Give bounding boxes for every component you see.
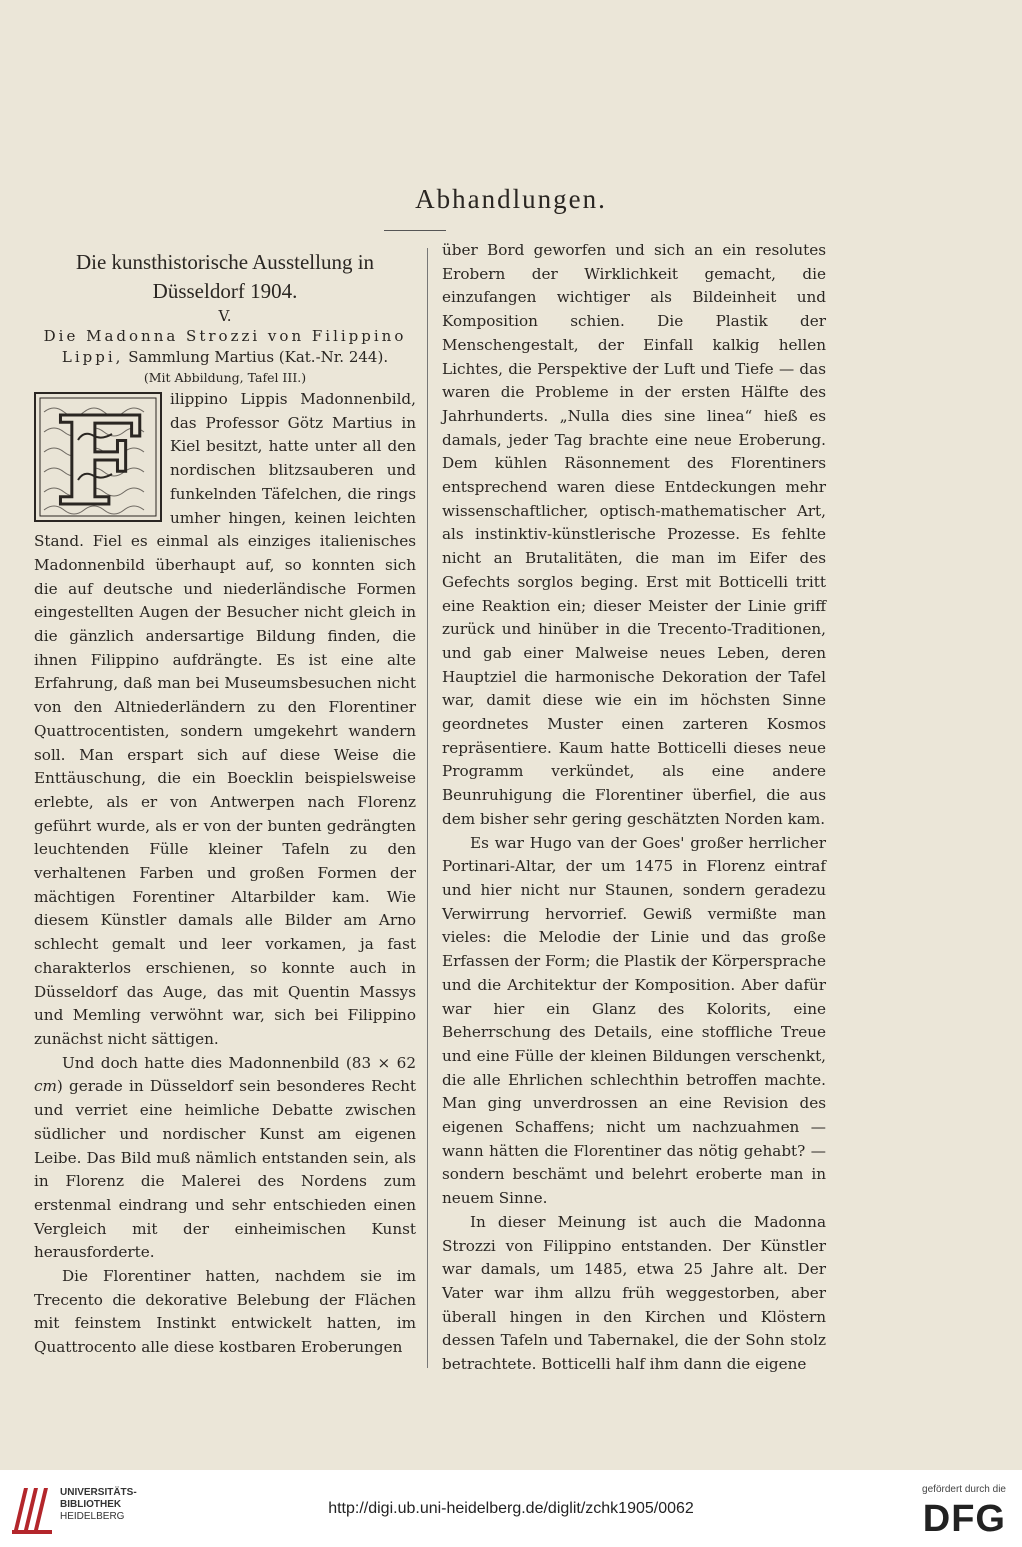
funded-by-label: gefördert durch die — [922, 1484, 1006, 1495]
paragraph-5: Es war Hugo van der Goes' großer herrlicher Portinari-Altar, der um 1475 in Florenz eintraf und hier nicht nur Staunen, sondern geradezu Verwirrung hervorrief. Gewiß vermißte man vieles: die Melodie der Linie und das große Erfassen der Form; die Plastik der Körpersprache und die Architektur der Komposition. Aber dafür war hier ein Glanz des Kolorits, eine Beherrschung des Details, eine stoffliche Treue und eine Fülle der kleinen Bildungen verschenkt, die alle Ehrlichen schlechthin betroffen machte. Man ging unverdrossen an eine Revision des eigenen Schaffens; nicht um nachzuahmen — wann hätten die Florentiner das nötig gehabt? — sondern beschämt und belehrt eroberte man in neuem Sinne. — [442, 833, 826, 1208]
illustration-note: (Mit Abbildung, Tafel III.) — [143, 370, 307, 385]
library-line-2: BIBLIOTHEK — [60, 1499, 122, 1510]
section-title: Abhandlungen. — [415, 184, 607, 214]
subtitle-part-c: Sammlung Martius (Kat.-Nr. 244). — [128, 348, 389, 366]
paragraph-4: über Bord geworfen und sich an ein resolutes Erobern der Wirklichkeit gemacht, die einzufangen wichtiger als Bildeinheit und Komposition schien. Die Plastik der Menschengestalt, der Einfall kalkig hellen Lichtes, die Perspektive der Luft und Tiefe — das waren die Probleme in der ersten Hälfte des Jahrhunderts. „Nulla dies sine linea“ hieß es damals, jeder Tag brachte eine neue Eroberung. Dem kühlen Räsonnement des Florentiners entsprechend waren diese Entdeckungen mehr wissenschaftlicher, optisch-mathematischer Art, als instinktiv-künstlerische Prozesse. Es fehlte nicht an Brutalitäten, die man im Eifer des Gefechts sorglos beging. Erst mit Botticelli tritt eine Reaktion ein; dieser Meister der Linie griff zurück und hinüber in die Trecento-Traditionen, und gab einer Malweise neues Leben, deren Hauptziel die harmonische Dekoration der Tafel war, damit diese wie ein im höchsten Sinne geordnetes Muster einen zarteren Kosmos repräsentiere. Kaum hatte Botticelli dieses neue Programm verkündet, als eine andere Beunruhigung die Florentiner überfiel, die aus dem bisher sehr gering geschätzten Norden kam. — [442, 241, 826, 828]
dfg-logo[interactable]: DFG — [922, 1498, 1006, 1540]
paragraph-1: ilippino Lippis Madonnenbild, das Professor Götz Martius in Kiel besitzt, hatte unter all den nordischen blitzsauberen und funkelnden Täfelchen, die rings umher hingen, keinen leichten Stand. Fiel es einmal als einziges italienisches Madonnenbild überhaupt auf, so konnten sich die auf deutsche und niederländische Formen eingestellten Augen der Besucher nicht gleich in die gänzlich andersartige Bildung finden, die ihnen Filippino aufdrängte. Es ist eine alte Erfahrung, daß man bei Museumsbesuchen nicht von den Altniederländern zu den Florentiner Quattrocentisten, sondern umgekehrt wandern soll. Man erspart sich auf diese Weise die Enttäuschung, die ein Boecklin beispielsweise erlebte, als er von Antwerpen nach Florenz geführt wurde, als er von der bunten gedrängten leuchtenden Fülle kleiner Tafeln zu den verhaltenen Farben und großen Formen der mächtigen Forentiner Altarbilder kam. Wie diesem Künstler damals alle Bilder am Arno schlecht gemalt und leer vorkamen, ja fast charakterlos erschienen, so konnte auch in Düsseldorf das Auge, das mit Quentin Massys und Memling verwöhnt war, sich bei Filippino zunächst nicht sättigen. — [34, 390, 416, 1048]
permalink-url[interactable]: http://digi.ub.uni-heidelberg.de/diglit/zchk1905/0062 — [328, 1500, 694, 1517]
decorated-initial-icon — [34, 392, 162, 522]
page-footer — [0, 1470, 1022, 1547]
title-rule — [384, 230, 446, 231]
paragraph-2-unit: cm — [34, 1077, 57, 1096]
paragraph-3: Die Florentiner hatten, nachdem sie im Trecento die dekorative Belebung der Flächen mit feinstem Instinkt entwickelt hatten, im Quattrocento alle diese kostbaren Eroberungen — [34, 1267, 416, 1357]
left-column — [34, 248, 416, 1360]
paragraph-2 — [34, 1052, 416, 1265]
paragraph-2-text-b: ) gerade in Düsseldorf sein besonderes Recht und verriet eine heimliche Debatte zwischen südlicher und nordischer Kunst am eigenen Leibe. Das Bild muß nämlich entstanden sein, als in Florenz die Malerei des Nordens zum erstenmal eindrang und sehr entschieden einen Vergleich mit der einheimischen Kunst herausforderte. — [34, 1077, 416, 1262]
paragraph-2-text-a: Und doch hatte dies Madonnenbild (83 × 62 — [62, 1053, 416, 1072]
initial-letter: F — [54, 392, 142, 522]
article-title: Die kunsthistorische Ausstellung in Düsseldorf 1904. — [75, 250, 375, 303]
article-part: V. — [218, 307, 232, 325]
paragraph-6: In dieser Meinung ist auch die Madonna Strozzi von Filippino entstanden. Der Künstler war damals, um 1485, etwa 25 Jahre alt. Der Vater war ihm allzu früh weggestorben, aber überall hingen in den Kirchen und Klöstern dessen Tafeln und Tabernakel, die der Sohn stolz betrachtete. Botticelli half ihm dann die eigene — [442, 1212, 826, 1374]
subtitle-part-b: Lippi, — [61, 348, 124, 366]
right-column — [442, 239, 826, 1377]
library-line-3: HEIDELBERG — [60, 1511, 125, 1522]
subtitle-part-a: Die Madonna Strozzi von Filippino — [43, 327, 407, 345]
library-line-1: UNIVERSITÄTS- — [60, 1487, 137, 1498]
article-subtitle — [34, 326, 416, 368]
column-divider — [427, 248, 428, 1368]
